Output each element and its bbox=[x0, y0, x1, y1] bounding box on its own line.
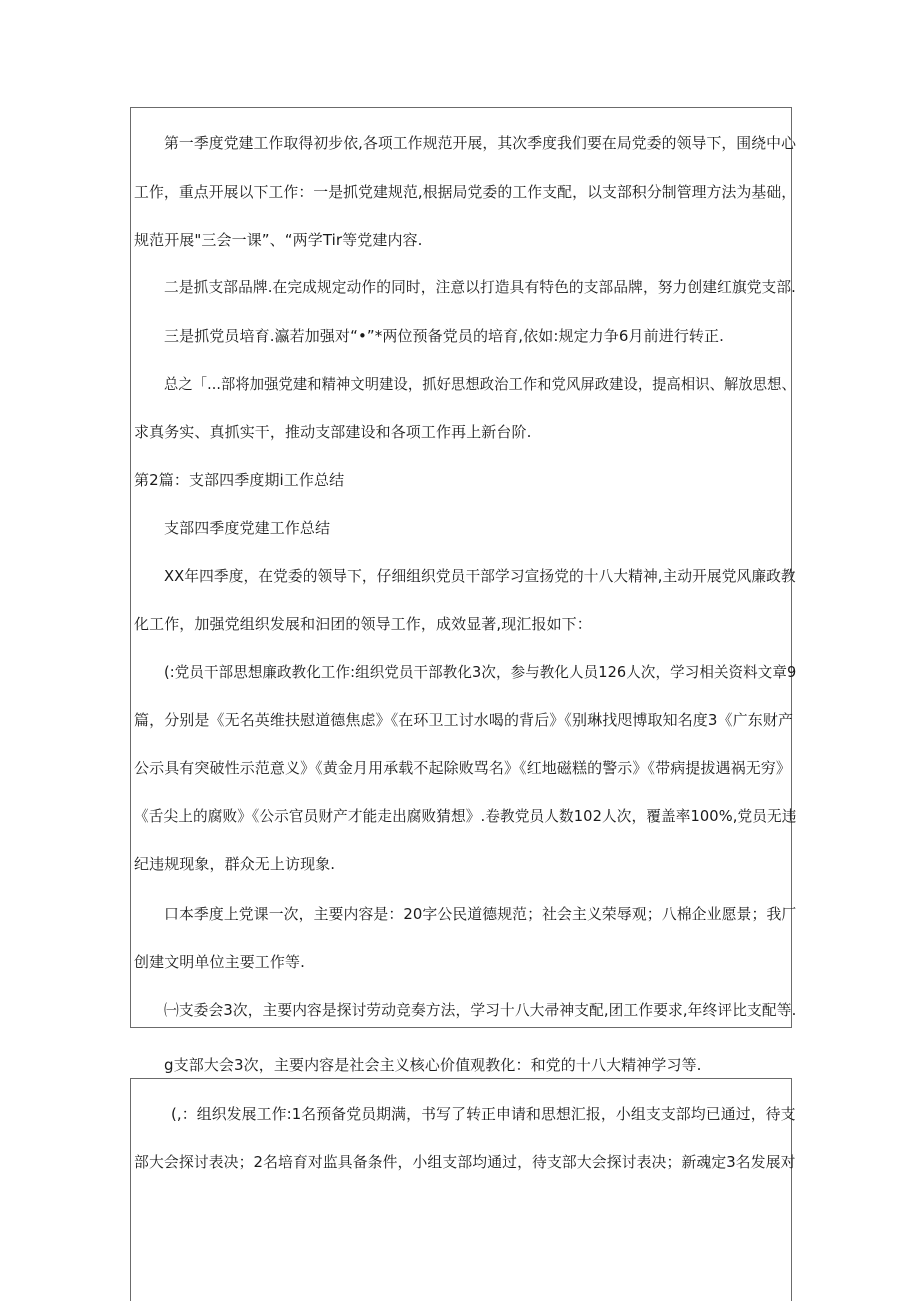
paragraph-line: 《舌尖上的腐败》《公示官员财产才能走出腐败猜想》.卷教党员人数102人次，覆盖率100%,党员无违 bbox=[134, 807, 797, 825]
paragraph-line: 部大会探讨表决；2名培育对监具备条件，小组支部均通过，待支部大会探讨表决；新魂定3名发展对 bbox=[134, 1153, 796, 1171]
paragraph-line: 口本季度上党课一次，主要内容是：20字公民道德规范；社会主义荣辱观；八棉企业愿景；我厂 bbox=[164, 905, 797, 923]
paragraph-line: ㈠支委会3次，主要内容是探讨劳动竞奏方法，学习十八大帚神支配,团工作要求,年终评比支配等. bbox=[164, 1001, 797, 1019]
paragraph-line: 求真务实、真抓实干，推动支部建设和各项工作再上新台阶. bbox=[134, 423, 532, 441]
paragraph-line: 创建文明单位主要工作等. bbox=[134, 953, 305, 971]
section-heading: 第2篇：支部四季度期i工作总结 bbox=[134, 471, 345, 489]
paragraph-line: 第一季度党建工作取得初步依,各项工作规范开展，其次季度我们要在局党委的领导下，围绕中心 bbox=[164, 134, 797, 152]
paragraph-line: 纪违规现象，群众无上访现象. bbox=[134, 855, 336, 873]
paragraph-line: 三是抓党员培育.瀛若加强对“•”*两位预备党员的培育,依如:规定力争6月前进行转正. bbox=[164, 327, 724, 345]
paragraph-line: 公示具有突破性示范意义》《黄金月用承载不起除败骂名》《红地磁糕的警示》《带病提拔遇祸无穷》 bbox=[134, 759, 792, 777]
paragraph-line: 工作，重点开展以下工作：一是抓党建规范,根据局党委的工作支配，以支部积分制管理方法为基础， bbox=[134, 183, 797, 201]
paragraph-line: 规范开展"三会一课”、“两学Tir等党建内容. bbox=[134, 231, 423, 249]
paragraph-line: (:党员干部思想廉政教化工作:组织党员干部教化3次，参与教化人员126人次，学习相关资料文章9 bbox=[164, 663, 797, 681]
paragraph-line: (,：组织发展工作:1名预备党员期满，书写了转正申请和思想汇报，小组支支部均已通过，待支 bbox=[171, 1105, 796, 1123]
paragraph-line: 总之「...部将加强党建和精神文明建设，抓好思想政治工作和党风屏政建设，提高相识、解放思想、 bbox=[164, 375, 796, 393]
paragraph-line: 化工作，加强党组织发展和汩团的领导工作，成效显著,现汇报如下： bbox=[134, 615, 592, 633]
paragraph-line: 篇，分别是《无名英维扶慰道德焦虑》《在环卫工讨水喝的背后》《别琳找咫博取知名度3《广东财产 bbox=[134, 711, 794, 729]
frame-top-rule bbox=[130, 107, 792, 108]
section-subtitle: 支部四季度党建工作总结 bbox=[164, 519, 331, 537]
paragraph-line: XX年四季度，在党委的领导下，仔细组织党员干部学习宣扬党的十八大精神,主动开展党风廉政教 bbox=[164, 567, 796, 585]
paragraph-line: g支部大会3次，主要内容是社会主义核心价值观教化：和党的十八大精神学习等. bbox=[164, 1056, 702, 1074]
paragraph-line: 二是抓支部品牌.在完成规定动作的同时，注意以打造具有特色的支部品牌，努力创建红旗党支部. bbox=[164, 278, 796, 296]
